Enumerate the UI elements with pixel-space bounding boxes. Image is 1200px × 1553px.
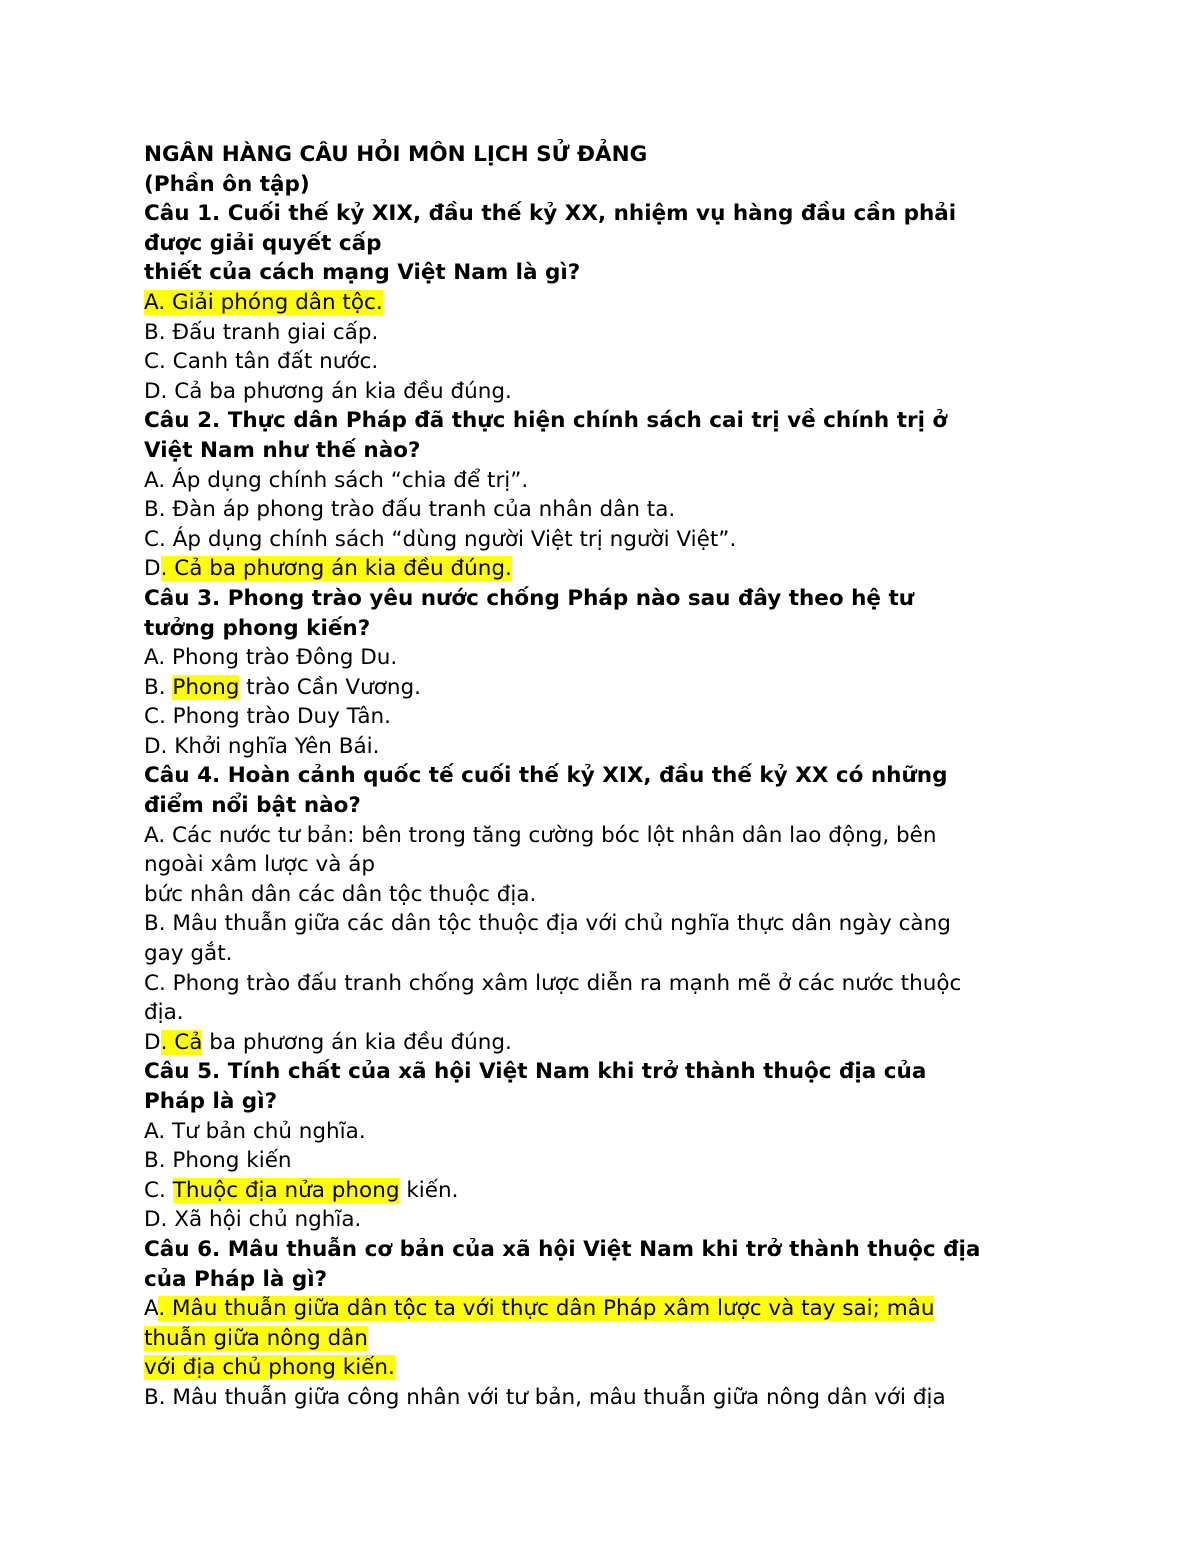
question-3-answer-a: A. Phong trào Đông Du. bbox=[144, 645, 398, 671]
question-1-text: Câu 1. Cuối thế kỷ XIX, đầu thế kỷ XX, nhiệm vụ hàng đầu cần phải bbox=[144, 201, 957, 227]
question-6-text-cont: của Pháp là gì? bbox=[144, 1266, 328, 1292]
answer-highlighted-text: Thuộc địa nửa phong bbox=[172, 1177, 400, 1203]
answer-highlighted-text: . Mâu thuẫn giữa dân tộc ta với thực dân Pháp xâm lược và tay sai; mâu bbox=[158, 1296, 935, 1322]
question-6-answer-a-cont-highlighted: với địa chủ phong kiến. bbox=[144, 1355, 395, 1381]
answer-letter: D bbox=[144, 556, 161, 582]
question-1-text-cont: thiết của cách mạng Việt Nam là gì? bbox=[144, 260, 581, 286]
question-5-answer-c bbox=[144, 1176, 1054, 1206]
question-1-answer-c: C. Canh tân đất nước. bbox=[144, 349, 379, 375]
document-page bbox=[144, 140, 1054, 1413]
question-5-answer-a: A. Tư bản chủ nghĩa. bbox=[144, 1118, 366, 1144]
question-1-answer-d: D. Cả ba phương án kia đều đúng. bbox=[144, 378, 512, 404]
question-1-answer-b: B. Đấu tranh giai cấp. bbox=[144, 319, 379, 345]
question-5-answer-d: D. Xã hội chủ nghĩa. bbox=[144, 1207, 362, 1233]
question-6-answer-b: B. Mâu thuẫn giữa công nhân với tư bản, mâu thuẫn giữa nông dân với địa bbox=[144, 1384, 946, 1410]
question-4-answer-c-cont: địa. bbox=[144, 1000, 184, 1026]
question-4-answer-b: B. Mâu thuẫn giữa các dân tộc thuộc địa với chủ nghĩa thực dân ngày càng bbox=[144, 911, 951, 937]
question-2-answer-a: A. Áp dụng chính sách “chia để trị”. bbox=[144, 467, 529, 493]
question-4-answer-d bbox=[144, 1028, 1054, 1058]
question-4-answer-b-cont: gay gắt. bbox=[144, 941, 233, 967]
question-3-text: Câu 3. Phong trào yêu nước chống Pháp nào sau đây theo hệ tư bbox=[144, 585, 915, 611]
question-3-answer-c: C. Phong trào Duy Tân. bbox=[144, 704, 391, 730]
answer-letter: C. bbox=[144, 1177, 173, 1203]
answer-rest-text: trào Cần Vương. bbox=[239, 674, 421, 700]
question-2-answer-b: B. Đàn áp phong trào đấu tranh của nhân dân ta. bbox=[144, 497, 676, 523]
answer-rest-text: ba phương án kia đều đúng. bbox=[202, 1029, 512, 1055]
question-1-text-cont: được giải quyết cấp bbox=[144, 230, 382, 256]
answer-highlighted-text: . Cả bbox=[160, 1029, 203, 1055]
question-2-text: Câu 2. Thực dân Pháp đã thực hiện chính sách cai trị về chính trị ở bbox=[144, 408, 948, 434]
question-4-text-cont: điểm nổi bật nào? bbox=[144, 793, 361, 819]
document-subtitle: (Phần ôn tập) bbox=[144, 171, 310, 197]
question-5-answer-b: B. Phong kiến bbox=[144, 1148, 292, 1174]
question-2-answer-d bbox=[144, 554, 1054, 584]
question-3-answer-b bbox=[144, 673, 1054, 703]
question-4-answer-a-cont: ngoài xâm lược và áp bbox=[144, 852, 376, 878]
question-4-answer-a-cont: bức nhân dân các dân tộc thuộc địa. bbox=[144, 881, 537, 907]
answer-letter: A bbox=[144, 1296, 159, 1322]
answer-letter: B. bbox=[144, 674, 173, 700]
question-2-text-cont: Việt Nam như thế nào? bbox=[144, 437, 421, 463]
question-3-answer-d: D. Khởi nghĩa Yên Bái. bbox=[144, 733, 380, 759]
question-5-text: Câu 5. Tính chất của xã hội Việt Nam khi trở thành thuộc địa của bbox=[144, 1059, 927, 1085]
answer-highlighted-text: Phong bbox=[172, 674, 240, 700]
question-6-answer-a bbox=[144, 1294, 1054, 1324]
question-4-text: Câu 4. Hoàn cảnh quốc tế cuối thế kỷ XIX, đầu thế kỷ XX có những bbox=[144, 763, 948, 789]
question-1-answer-a-highlighted: A. Giải phóng dân tộc. bbox=[144, 289, 383, 315]
answer-rest-text: kiến. bbox=[399, 1177, 459, 1203]
question-4-answer-c: C. Phong trào đấu tranh chống xâm lược diễn ra mạnh mẽ ở các nước thuộc bbox=[144, 970, 962, 996]
question-5-text-cont: Pháp là gì? bbox=[144, 1089, 278, 1114]
question-2-answer-c: C. Áp dụng chính sách “dùng người Việt trị người Việt”. bbox=[144, 526, 737, 552]
answer-letter: D bbox=[144, 1029, 161, 1055]
question-3-text-cont: tưởng phong kiến? bbox=[144, 615, 371, 641]
question-6-answer-a-cont-highlighted: thuẫn giữa nông dân bbox=[144, 1325, 368, 1351]
question-4-answer-a: A. Các nước tư bản: bên trong tăng cường bóc lột nhân dân lao động, bên bbox=[144, 822, 937, 848]
question-6-text: Câu 6. Mâu thuẫn cơ bản của xã hội Việt Nam khi trở thành thuộc địa bbox=[144, 1236, 981, 1262]
document-title: NGÂN HÀNG CÂU HỎI MÔN LỊCH SỬ ĐẢNG bbox=[144, 142, 648, 167]
answer-highlighted-text: . Cả ba phương án kia đều đúng. bbox=[160, 556, 512, 582]
